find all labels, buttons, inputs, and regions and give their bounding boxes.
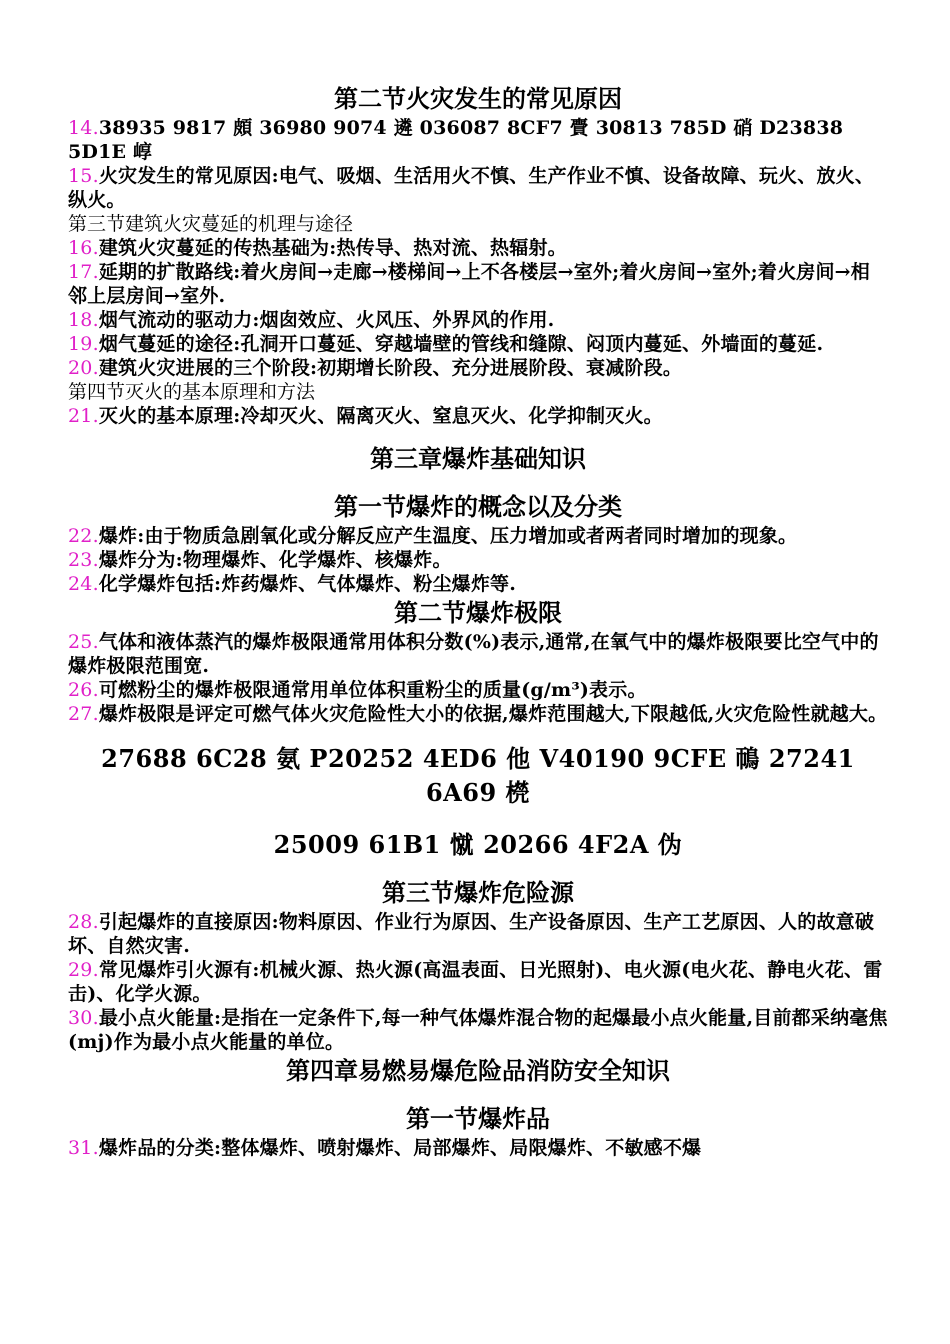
item-number: 30. xyxy=(68,1007,99,1029)
list-item xyxy=(68,164,888,212)
item-text: 火灾发生的常见原因:电气、吸烟、生活用火不慎、生产作业不慎、设备故障、玩火、放火、纵火。 xyxy=(68,165,875,211)
item-text: 引起爆炸的直接原因:物料原因、作业行为原因、生产设备原因、生产工艺原因、人的故意破坏、自然灾害. xyxy=(68,911,875,957)
item-number: 14. xyxy=(68,117,99,139)
list-item xyxy=(68,404,888,428)
item-number: 18. xyxy=(68,309,99,331)
item-text: 可燃粉尘的爆炸极限通常用单位体积重粉尘的质量(g/m³)表示。 xyxy=(98,679,647,701)
item-text: 爆炸:由于物质急剧氧化或分解反应产生温度、压力增加或者两者同时增加的现象。 xyxy=(98,525,798,547)
item-number: 25. xyxy=(68,631,99,653)
section-heading: 第三节爆炸危险源 xyxy=(382,878,574,907)
item-text: 最小点火能量:是指在一定条件下,每一种气体爆炸混合物的起爆最小点火能量,目前都采纳毫焦(mj)作为最小点火能量的单位。 xyxy=(68,1007,888,1053)
item-text: 38935 9817 頗 36980 9074 遴 036087 8CF7 賷 30813 785D 硝 D23838 5D1E 崞 xyxy=(68,117,844,163)
chapter-heading: 第三章爆炸基础知识 xyxy=(370,444,586,473)
item-number: 19. xyxy=(68,333,99,355)
item-text: 灭火的基本原理:冷却灭火、隔离灭火、窒息灭火、化学抑制灭火。 xyxy=(98,405,663,427)
list-item xyxy=(68,630,888,678)
item-text: 建筑火灾蔓延的传热基础为:热传导、热对流、热辐射。 xyxy=(98,237,567,259)
chapter-heading: 第四章易燃易爆危险品消防安全知识 xyxy=(286,1056,670,1085)
subsection-heading: 第三节建筑火灾蔓延的机理与途径 xyxy=(68,213,354,235)
list-item xyxy=(68,116,888,164)
list-item xyxy=(68,702,888,726)
item-number: 16. xyxy=(68,237,99,259)
subsection-heading: 第四节灭火的基本原理和方法 xyxy=(68,381,316,403)
list-item xyxy=(68,356,888,380)
section-heading: 第一节爆炸的概念以及分类 xyxy=(334,492,622,521)
item-number: 28. xyxy=(68,911,99,933)
code-line: 25009 61B1 憱 20266 4F2A 伪 xyxy=(273,830,683,859)
item-number: 26. xyxy=(68,679,99,701)
list-item xyxy=(68,236,888,260)
item-number: 21. xyxy=(68,405,99,427)
item-text: 爆炸品的分类:整体爆炸、喷射爆炸、局部爆炸、局限爆炸、不敏感不爆 xyxy=(98,1137,702,1159)
item-number: 23. xyxy=(68,549,99,571)
item-number: 31. xyxy=(68,1137,99,1159)
item-number: 20. xyxy=(68,357,99,379)
section-heading: 第二节爆炸极限 xyxy=(394,598,562,627)
list-item xyxy=(68,1006,888,1054)
item-text: 常见爆炸引火源有:机械火源、热火源(高温表面、日光照射)、电火源(电火花、静电火花、雷击)、化学火源。 xyxy=(68,959,883,1005)
list-item xyxy=(68,678,888,702)
document-page xyxy=(68,82,888,1160)
item-text: 爆炸分为:物理爆炸、化学爆炸、核爆炸。 xyxy=(98,549,452,571)
list-item xyxy=(68,1136,888,1160)
list-item xyxy=(68,260,888,308)
item-text: 烟气蔓延的途径:孔洞开口蔓延、穿越墙壁的管线和缝隙、闷顶内蔓延、外墙面的蔓延. xyxy=(98,333,824,355)
list-item xyxy=(68,332,888,356)
item-number: 22. xyxy=(68,525,99,547)
item-text: 气体和液体蒸汽的爆炸极限通常用体积分数(%)表示,通常,在氧气中的爆炸极限要比空气中的爆炸极限范围宽. xyxy=(68,631,879,677)
item-number: 24. xyxy=(68,573,99,595)
list-item xyxy=(68,958,888,1006)
list-item xyxy=(68,572,888,596)
item-text: 化学爆炸包括:炸药爆炸、气体爆炸、粉尘爆炸等. xyxy=(98,573,517,595)
item-text: 延期的扩散路线:着火房间→走廊→楼梯间→上不各楼层→室外;着火房间→室外;着火房间→相邻上层房间→室外. xyxy=(68,261,870,307)
section-heading: 第一节爆炸品 xyxy=(406,1104,550,1133)
list-item xyxy=(68,524,888,548)
item-number: 17. xyxy=(68,261,99,283)
item-text: 爆炸极限是评定可燃气体火灾危险性大小的依据,爆炸范围越大,下限越低,火灾危险性就越大。 xyxy=(98,703,888,725)
item-number: 15. xyxy=(68,165,99,187)
item-text: 烟气流动的驱动力:烟囱效应、火风压、外界风的作用. xyxy=(98,309,555,331)
list-item xyxy=(68,910,888,958)
code-line: 27688 6C28 氨 P20252 4ED6 他 V40190 9CFE 鳾 27241 6A69 橩 xyxy=(101,744,855,807)
item-text: 建筑火灾进展的三个阶段:初期增长阶段、充分进展阶段、衰减阶段。 xyxy=(98,357,683,379)
item-number: 27. xyxy=(68,703,99,725)
section-heading: 第二节火灾发生的常见原因 xyxy=(334,84,622,113)
list-item xyxy=(68,308,888,332)
list-item xyxy=(68,548,888,572)
item-number: 29. xyxy=(68,959,99,981)
